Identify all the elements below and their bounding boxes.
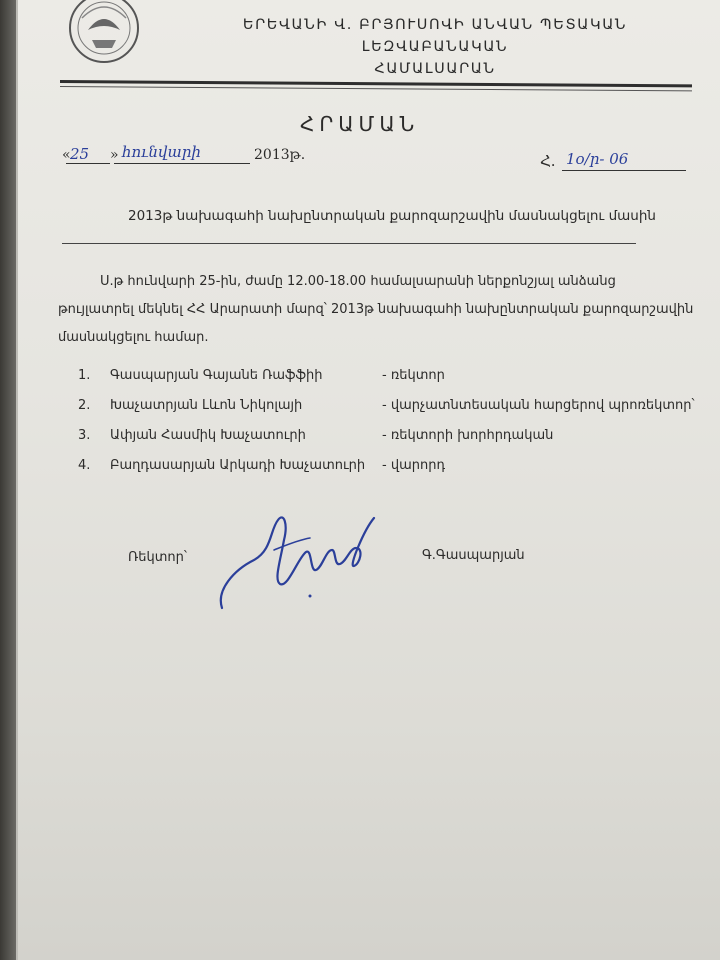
subject-rule <box>62 243 636 244</box>
date-month: հունվարի <box>122 143 201 161</box>
body-line: թույլատրել մեկնել ՀՀ Արարատի մարզ՝ 2013թ նախագահի նախընտրական քարոզարշավին <box>58 302 694 317</box>
item-number: 4. <box>78 458 91 473</box>
number-value: 1օ/ր- 06 <box>566 150 629 168</box>
document-title: ՀՐԱՄԱՆ <box>300 112 420 136</box>
signatory-name: Գ.Գասպարյան <box>422 548 525 563</box>
list-item <box>78 428 698 458</box>
participant-role: - ռեկտոր <box>382 368 445 383</box>
document-subject: 2013թ նախագահի նախընտրական քարոզարշավին մասնակցելու մասին <box>128 208 656 224</box>
list-item <box>78 458 698 488</box>
participant-name: Գասպարյան Գայանե Ռաֆֆիի <box>110 368 323 383</box>
date-day: 25 <box>70 145 90 163</box>
participant-role: - ռեկտորի խորհրդական <box>382 428 554 443</box>
body-line: մասնակցելու համար. <box>58 330 209 345</box>
document-date <box>62 143 342 167</box>
date-year: 2013թ. <box>254 147 306 163</box>
participant-name: Բաղդասարյան Արկադի Խաչատուրի <box>110 458 366 473</box>
handwritten-signature <box>214 510 384 620</box>
item-number: 1. <box>78 368 91 383</box>
date-month-underline <box>114 163 250 164</box>
date-open-quote: « <box>62 147 71 163</box>
university-name-line2: ՀԱՄԱԼՍԱՐԱՆ <box>374 61 496 77</box>
participants-list <box>78 368 698 488</box>
number-underline <box>562 170 686 171</box>
item-number: 2. <box>78 398 91 413</box>
signature-label: Ռեկտոր՝ <box>128 550 187 565</box>
body-line: Ս.թ հունվարի 25-ին, ժամը 12.00-18.00 համալսարանի ներքոնշյալ անձանց <box>100 274 616 289</box>
university-emblem-icon <box>62 0 146 70</box>
university-name-line1: ԵՐԵՎԱՆԻ Վ. ԲՐՅՈՒՍՈՎԻ ԱՆՎԱՆ ՊԵՏԱԿԱՆ ԼԵԶՎԱԲԱՆԱԿԱՆ <box>242 17 628 55</box>
university-name <box>175 14 695 80</box>
list-item <box>78 398 698 428</box>
item-number: 3. <box>78 428 91 443</box>
participant-role: - վարչատնտեսական հարցերով պրոռեկտոր՝ <box>382 398 695 413</box>
order-body <box>58 268 720 352</box>
participant-name: Ափյան Հասմիկ Խաչատուրի <box>110 428 306 443</box>
list-item <box>78 368 698 398</box>
participant-name: Խաչատրյան Լևոն Նիկոլայի <box>110 398 303 413</box>
number-prefix: Հ. <box>540 152 556 170</box>
date-close-quote: » <box>110 147 119 163</box>
date-day-underline <box>66 163 110 164</box>
document-number <box>540 150 700 174</box>
participant-role: - վարորդ <box>382 458 446 473</box>
binder-edge <box>0 0 16 960</box>
